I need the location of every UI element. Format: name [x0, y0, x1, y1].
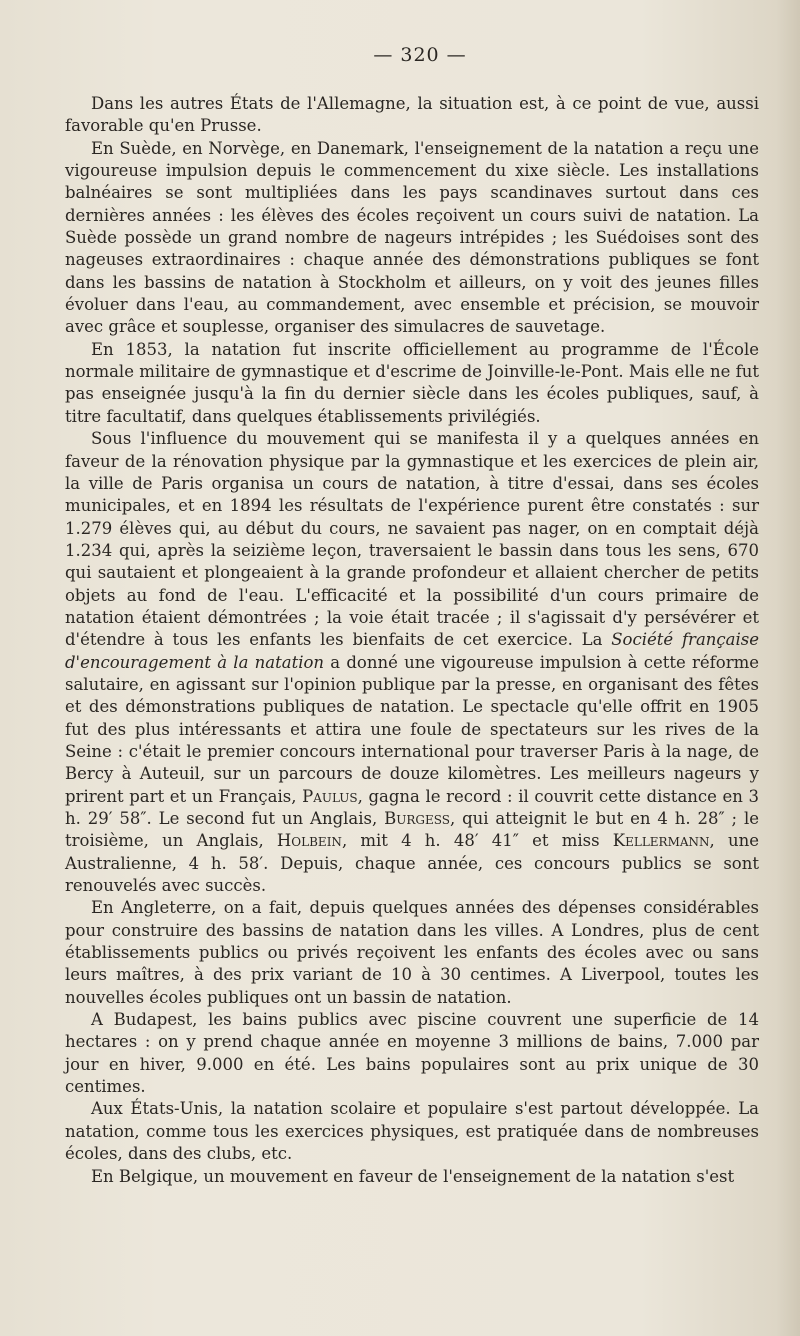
swimmer-burgess: Burgess	[384, 809, 450, 828]
paris-text-4: , qui atteignit le but en 4 h. 28″ ; le troisième, un Anglais,	[65, 809, 760, 851]
paragraph-suede: En Suède, en Norvège, en Danemark, l'enseignement de la natation a reçu une vigoureuse impulsion depuis le commencement du xixe siècle. Les installations balnéaires se sont multipliées dans les pays scandinaves surtout dans ces dernières années : les élèves des écoles reçoivent un cours suivi de natation. La Suède possède un grand nombre de nageurs intrépides ; les Suédoises sont des nageuses extraordinaires : chaque année des démonstrations publiques se font dans les bassins de natation à Stockholm et ailleurs, on y voit des jeunes filles évoluer dans l'eau, au commandement, avec ensemble et précision, se mouvoir avec grâce et souplesse, organiser des simulacres de sauvetage.	[65, 138, 759, 337]
swimmer-paulus: Paulus	[302, 786, 358, 806]
society-name: Société française d'encouragement à la natation	[65, 630, 759, 672]
paris-text-5: , mit 4 h. 48′ 41″ et miss	[341, 831, 613, 851]
paris-text-2: a donné une vigoureuse impulsion à cette réforme salutaire, en agissant sur l'opinion publique par la presse, en organisant des fêtes et des démonstrations publiques de natation. Le spectacle qu'elle offrit en 1905 fut des plus intéressants et attira une foule de spectateurs sur les rives de la Seine : c'était le premier concours international pour traverser Paris à la nage, de Bercy à Auteuil, sur un parcours de douze kilomètres. Les meilleurs nageurs y prirent part et un Français,	[65, 652, 759, 806]
body-text	[65, 93, 759, 1188]
paragraph-angleterre: En Angleterre, on a fait, depuis quelques années des dépenses considérables pour construire des bassins de natation dans les villes. A Londres, plus de cent établissements publics ou privés reçoivent les enfants des écoles avec ou sans leurs maîtres, à des prix variant de 10 à 30 centimes. A Liverpool, toutes les nouvelles écoles publiques ont un bassin de natation.	[65, 898, 759, 1007]
paris-text-6: , une Australienne, 4 h. 58′. Depuis, chaque année, ces concours publics se sont renouvelés avec succès.	[65, 831, 759, 896]
paragraph-paris	[65, 428, 759, 897]
swimmer-holbein: Holbein	[276, 831, 342, 851]
page-number: — 320 —	[373, 44, 467, 66]
paris-text-1: Sous l'influence du mouvement qui se manifesta il y a quelques années en faveur de la rénovation physique par la gymnastique et les exercices de plein air, la ville de Paris organisa un cours de natation, à titre d'essai, dans ses écoles municipales, et en 1894 les résultats de l'expérience purent être constatés : sur 1.279 élèves qui, au début du cours, ne savaient pas nager, on en comptait déjà 1.234 qui, après la seizième leçon, traversaient le bassin dans tous les sens, 670 qui sautaient et plongeaient à la grande profondeur et allaient chercher de petits objets au fond de l'eau. L'efficacité et la possibilité d'un cours primaire de natation étaient démontrées ; la voie était tracée ; il s'agissait d'y persévérer et d'étendre à tous les enfants les bienfaits de cet exercice. La	[65, 429, 759, 650]
paris-text-3: , gagna le record : il couvrit cette distance en 3 h. 29′ 58″. Le second fut un Anglais,	[65, 786, 760, 828]
swimmer-kellermann: Kellermann	[612, 831, 710, 851]
paragraph-joinville: En 1853, la natation fut inscrite officiellement au programme de l'École normale militaire de gymnastique et d'escrime de Joinville-le-Pont. Mais elle ne fut pas enseignée jusqu'à la fin du dernier siècle dans les écoles publiques, sauf, à titre facultatif, dans quelques établissements privilégiés.	[65, 339, 759, 426]
paragraph-budapest: A Budapest, les bains publics avec piscine couvrent une superficie de 14 hectares : on y prend chaque année en moyenne 3 millions de bains, 7.000 par jour en hiver, 9.000 en été. Les bains populaires sont au prix unique de 30 centimes.	[65, 1010, 759, 1097]
paragraph-etats-unis: Aux États-Unis, la natation scolaire et populaire s'est partout développée. La natation, comme tous les exercices physiques, est pratiquée dans de nombreuses écoles, dans des clubs, etc.	[65, 1099, 759, 1164]
paragraph-allemagne: Dans les autres États de l'Allemagne, la situation est, à ce point de vue, aussi favorable qu'en Prusse.	[65, 94, 759, 136]
paragraph-belgique: En Belgique, un mouvement en faveur de l'enseignement de la natation s'est	[91, 1166, 735, 1186]
